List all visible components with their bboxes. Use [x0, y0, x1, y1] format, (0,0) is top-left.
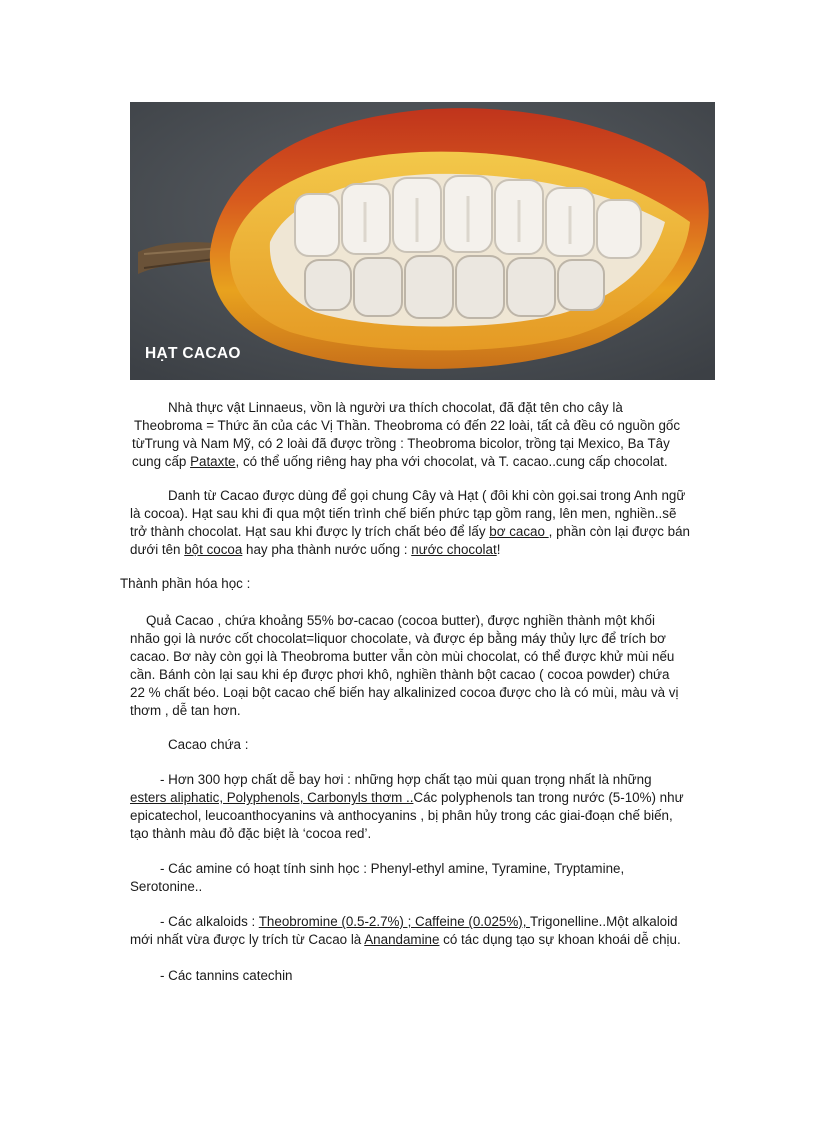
- text-fragment: Trigonelline..Một alkaloid: [529, 914, 678, 929]
- text-line: epicatechol, leucoanthocyanins và anthocyanins , bị phân hủy trong các giai-đoạn chế biến,: [130, 808, 673, 823]
- text-fragment: trở thành chocolat. Hạt sau khi được ly trích chất béo để lấy: [130, 524, 490, 539]
- text-line: [130, 931, 681, 949]
- text-line: - Hơn 300 hợp chất dễ bay hơi : những hợp chất tạo mùi quan trọng nhất là những: [160, 772, 652, 787]
- cacao-pod-photo: [130, 102, 715, 380]
- text-fragment: dưới tên: [130, 542, 185, 557]
- list-item-volatile: [130, 771, 684, 843]
- photo-caption: HẠT CACAO: [145, 345, 241, 362]
- link-theobromine[interactable]: Theobromine (0.5-2.7%) ; Caffeine (0.025%),: [258, 914, 530, 929]
- text-line: [130, 789, 684, 807]
- link-anandamine[interactable]: Anandamine: [364, 932, 440, 947]
- link-bo-cacao[interactable]: bơ cacao: [489, 524, 549, 539]
- text-fragment: !: [496, 542, 501, 557]
- text-fragment: - Các alkaloids :: [160, 914, 259, 929]
- text-fragment: , có thể uống riêng hay pha với chocolat, và T. cacao..cung cấp chocolat.: [235, 454, 668, 469]
- subheading-cacao-chua: Cacao chứa :: [168, 737, 249, 752]
- text-line: cần. Bánh còn lại sau khi ép được phơi khô, nghiền thành bột cacao ( cocoa powder) chứa: [130, 667, 670, 682]
- list-item-amines: [130, 860, 624, 896]
- text-line: [132, 453, 680, 471]
- link-pataxte[interactable]: Pataxte: [190, 454, 236, 469]
- paragraph-qua-cacao: [130, 612, 678, 720]
- link-esters[interactable]: esters aliphatic, Polyphenols, Carbonyls thơm ..: [130, 790, 414, 805]
- cacao-pod-illustration: [130, 102, 715, 380]
- text-line: nhão gọi là nước cốt chocolat=liquor chocolate, và được ép bằng máy thủy lực để trích bơ: [130, 631, 666, 646]
- text-line: từTrung và Nam Mỹ, có 2 loài đã được trồng : Theobroma bicolor, trồng tại Mexico, Ba Tây: [132, 436, 670, 451]
- text-line: Serotonine..: [130, 879, 203, 894]
- text-line: - Các tannins catechin: [160, 968, 293, 983]
- text-fragment: Các polyphenols tan trong nước (5-10%) như: [413, 790, 684, 805]
- text-line: - Các amine có hoạt tính sinh học : Phenyl-ethyl amine, Tyramine, Tryptamine,: [160, 861, 625, 876]
- text-fragment: có tác dụng tạo sự khoan khoái dễ chịu.: [439, 932, 681, 947]
- link-nuoc-chocolat[interactable]: nước chocolat: [411, 542, 497, 557]
- text-line: là cocoa). Hạt sau khi đi qua một tiến trình chế biến phức tạp gồm rang, lên men, nghiền..sẽ: [130, 506, 677, 521]
- list-item-tannins: [130, 967, 293, 985]
- text-fragment: hay pha thành nước uống :: [242, 542, 412, 557]
- list-item-alkaloids: [130, 913, 681, 949]
- text-line: [130, 523, 690, 541]
- text-fragment: cung cấp: [132, 454, 191, 469]
- text-fragment: , phần còn lại được bán: [548, 524, 690, 539]
- text-line: thơm , dễ tan hơn.: [130, 703, 241, 718]
- text-fragment: mới nhất vừa được ly trích từ Cacao là: [130, 932, 365, 947]
- text-line: [130, 541, 690, 559]
- text-line: [130, 913, 681, 931]
- text-line: cacao. Bơ này còn gọi là Theobroma butter vẫn còn mùi chocolat, có thể được khử mùi nếu: [130, 649, 675, 664]
- text-line: tạo thành màu đỏ đặc biệt là ‘cocoa red’.: [130, 826, 372, 841]
- text-line: Danh từ Cacao được dùng để gọi chung Cây và Hạt ( đôi khi còn gọi.sai trong Anh ngữ: [168, 488, 686, 503]
- text-line: 22 % chất béo. Loại bột cacao chế biến hay alkalinized cocoa được cho là có mùi, màu và vị: [130, 685, 679, 700]
- paragraph-danh-tu: [130, 487, 690, 559]
- paragraph-linnaeus: [132, 399, 680, 471]
- text-line: Nhà thực vật Linnaeus, vồn là người ưa thích chocolat, đã đặt tên cho cây là: [168, 400, 623, 415]
- section-heading: Thành phần hóa học :: [120, 576, 251, 591]
- text-line: Theobroma = Thức ăn của các Vị Thần. Theobroma có đến 22 loài, tất cả đều có nguồn gốc: [134, 418, 681, 433]
- text-line: Quả Cacao , chứa khoảng 55% bơ-cacao (cocoa butter), được nghiền thành một khối: [146, 613, 655, 628]
- link-bot-cocoa[interactable]: bột cocoa: [184, 542, 243, 557]
